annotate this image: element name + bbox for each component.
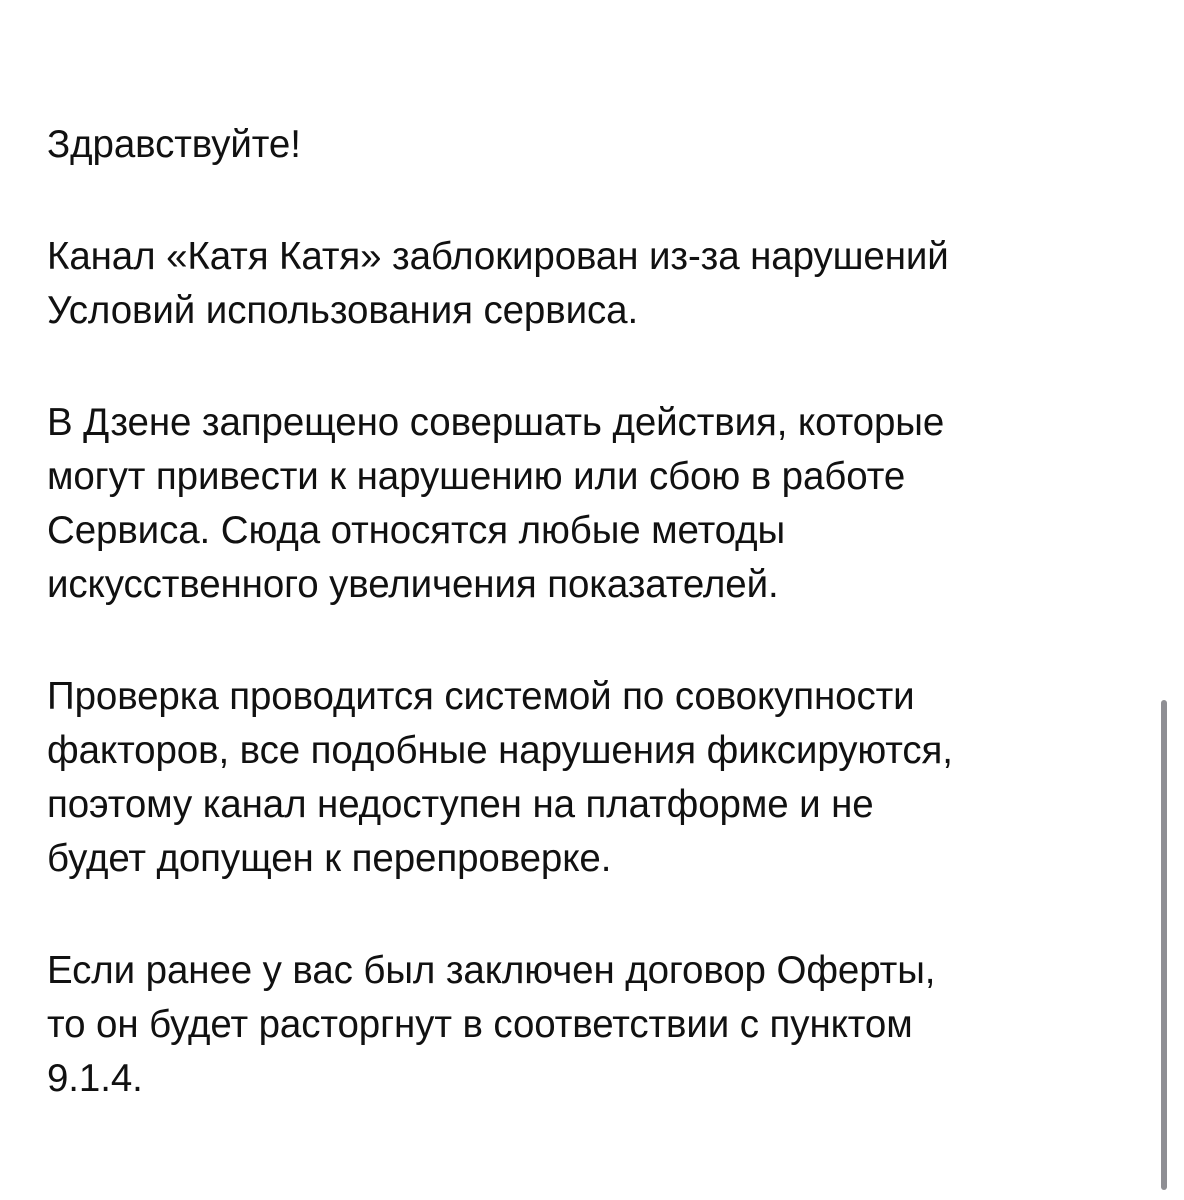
block-notice-paragraph: Канал «Катя Катя» заблокирован из-за нарушений Условий использования сервиса.: [47, 235, 949, 332]
vertical-scrollbar[interactable]: [1161, 700, 1167, 1190]
offer-paragraph: Если ранее у вас был заключен договор Оферты, то он будет расторгнут в соответствии с пунктом 9.1.4.: [47, 949, 936, 1100]
review-paragraph: Проверка проводится системой по совокупности факторов, все подобные нарушения фиксируются, поэтому канал недоступен на платформе и не будет допущен к перепроверке.: [47, 675, 953, 880]
message-body: [47, 118, 1142, 1164]
greeting-text: Здравствуйте!: [47, 123, 301, 166]
rules-paragraph: В Дзене запрещено совершать действия, которые могут привести к нарушению или сбою в работе Сервиса. Сюда относятся любые методы искусственного увеличения показателей.: [47, 401, 945, 606]
